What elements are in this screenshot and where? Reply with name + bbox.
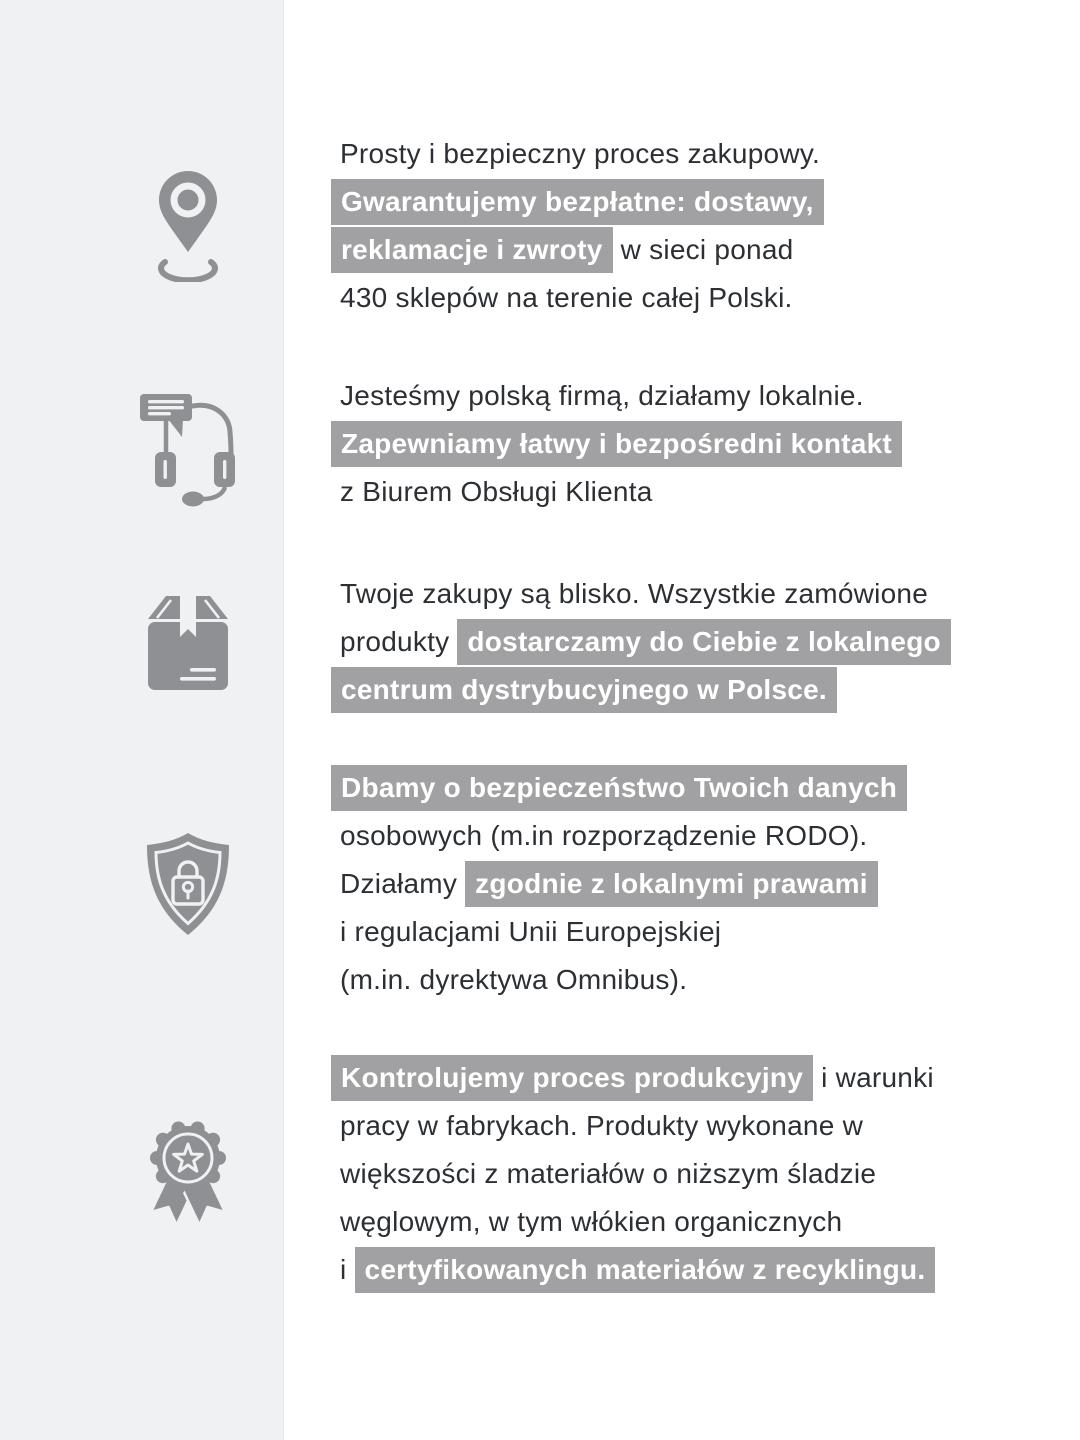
text-line [331,908,907,956]
plain-text: węglowym, w tym włókien organicznych [340,1206,843,1237]
benefit-row [0,372,1080,516]
highlighted-text: Gwarantujemy bezpłatne: dostawy, [331,179,824,225]
plain-text: i warunki [813,1062,934,1093]
plain-text: 430 sklepów na terenie całej Polski. [340,282,793,313]
plain-text: Jesteśmy polską firmą, działamy lokalnie. [340,380,864,411]
plain-text: w sieci ponad [612,234,794,265]
plain-text: (m.in. dyrektywa Omnibus). [340,964,688,995]
text-line [331,1150,935,1198]
highlighted-text: dostarczamy do Ciebie z lokalnego [457,619,950,665]
benefit-row [0,570,1080,714]
benefit-text [331,570,951,714]
plain-text: i [340,1254,355,1285]
text-line [331,860,907,908]
text-line [331,812,907,860]
award-badge-icon [0,1118,284,1230]
plain-text: pracy w fabrykach. Produkty wykonane w [340,1110,864,1141]
benefit-row [0,130,1080,322]
text-line [331,1198,935,1246]
highlighted-text: Kontrolujemy proces produkcyjny [331,1055,813,1101]
plain-text: osobowych (m.in rozporządzenie RODO). [340,820,868,851]
benefit-row [0,1054,1080,1294]
plain-text: Działamy [340,868,466,899]
plain-text: Prosty i bezpieczny proces zakupowy. [340,138,821,169]
highlighted-text: centrum dystrybucyjnego w Polsce. [331,667,837,713]
shield-lock-icon [0,830,284,938]
text-line [331,468,902,516]
benefit-text [331,372,902,516]
plain-text: i regulacjami Unii Europejskiej [340,916,722,947]
text-line [331,226,824,274]
package-box-icon [0,592,284,692]
highlighted-text: Dbamy o bezpieczeństwo Twoich danych [331,765,907,811]
text-line [331,130,824,178]
location-pin-icon [0,170,284,282]
text-line [331,420,902,468]
highlighted-text: Zapewniamy łatwy i bezpośredni kontakt [331,421,902,467]
benefit-text [331,1054,935,1294]
highlighted-text: certyfikowanych materiałów z recyklingu. [355,1247,936,1293]
text-line [331,764,907,812]
plain-text: większości z materiałów o niższym śladzie [340,1158,877,1189]
plain-text: Twoje zakupy są blisko. Wszystkie zamówione [340,578,929,609]
plain-text: produkty [340,626,458,657]
text-line [331,274,824,322]
text-line [331,570,951,618]
text-line [331,618,951,666]
highlighted-text: reklamacje i zwroty [331,227,613,273]
text-line [331,956,907,1004]
text-line [331,666,951,714]
text-line [331,372,902,420]
benefit-text [331,764,907,1004]
text-line [331,1054,935,1102]
plain-text: z Biurem Obsługi Klienta [340,476,653,507]
headset-chat-icon [0,382,284,507]
benefit-row [0,764,1080,1004]
text-line [331,178,824,226]
text-line [331,1246,935,1294]
text-line [331,1102,935,1150]
highlighted-text: zgodnie z lokalnymi prawami [465,861,878,907]
benefit-text [331,130,824,322]
